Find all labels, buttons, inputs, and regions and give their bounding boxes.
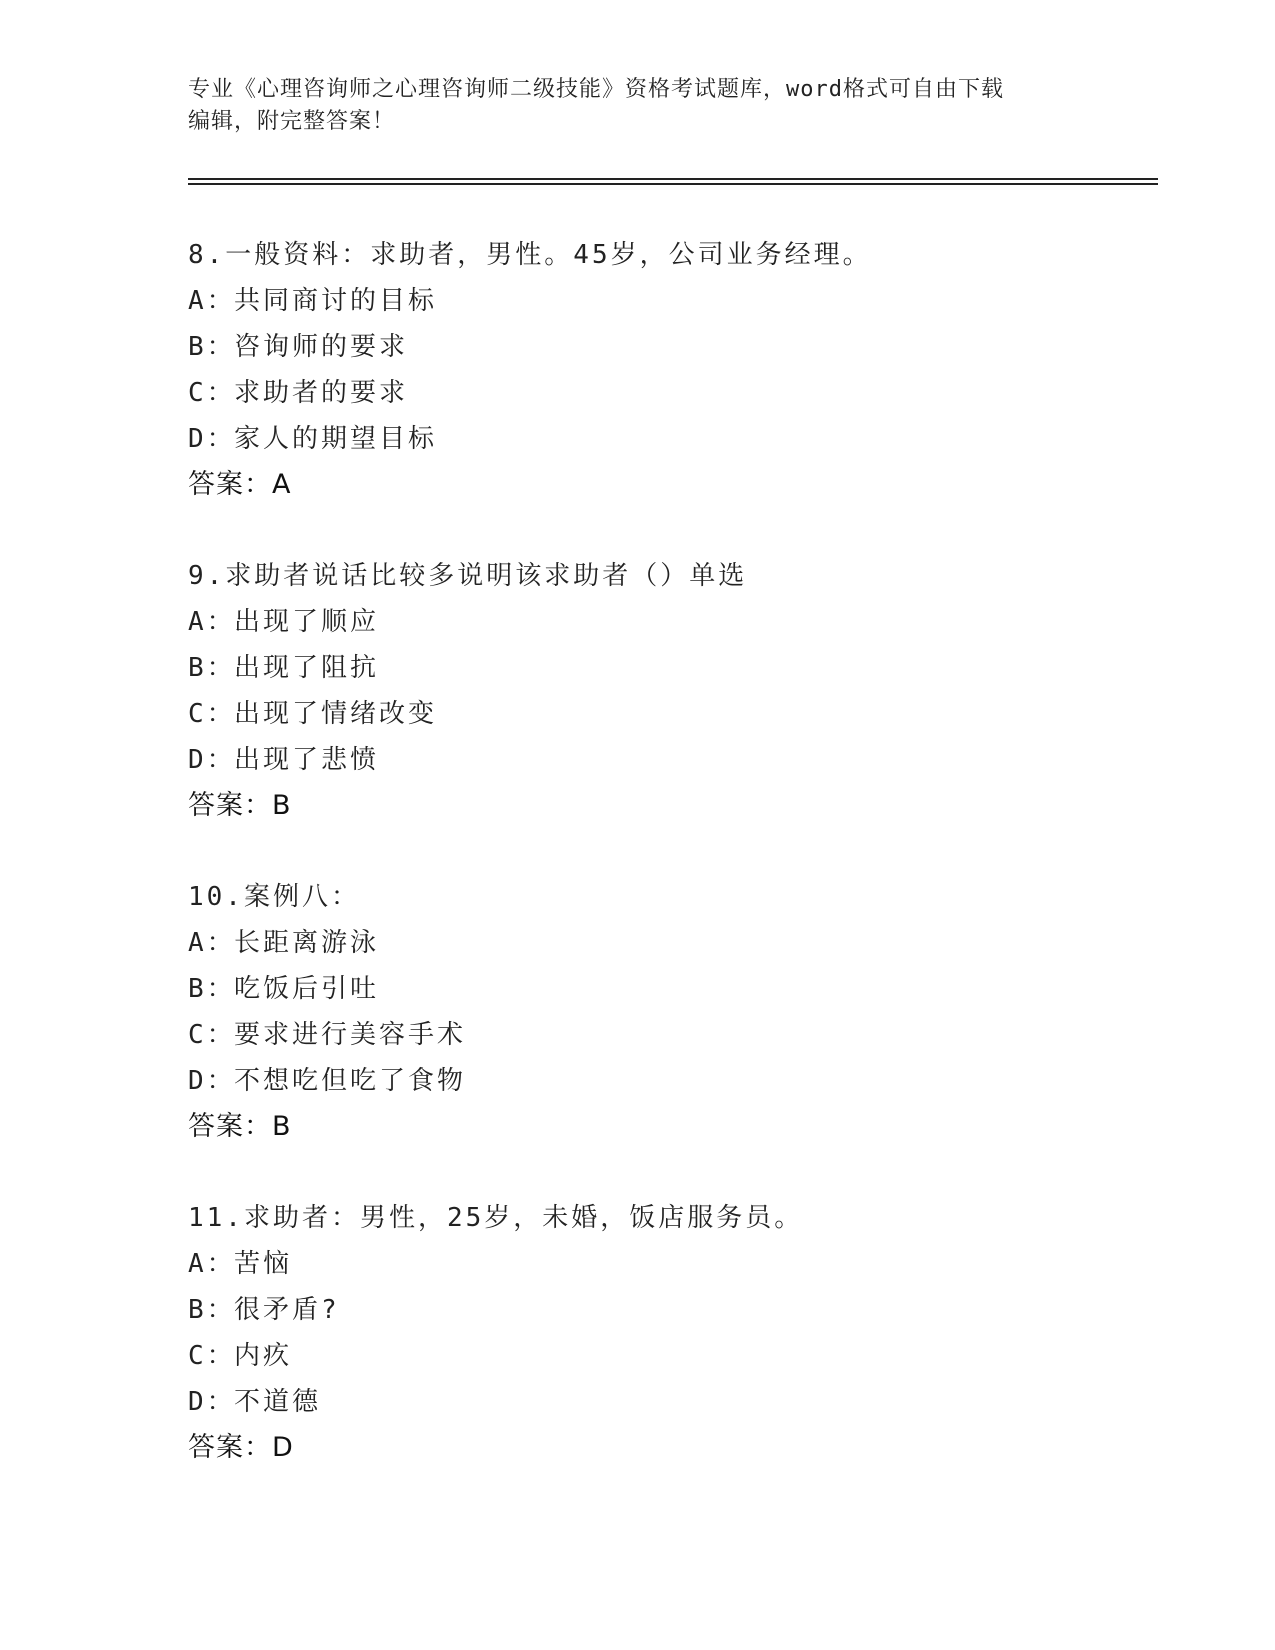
question-9: [188, 553, 1148, 829]
option-letter: D：: [188, 1066, 236, 1096]
option-b: [188, 1287, 1148, 1333]
option-d: [188, 1379, 1148, 1425]
option-c: [188, 691, 1148, 737]
option-b: [188, 966, 1148, 1012]
option-letter: B：: [188, 1295, 236, 1325]
header-line-2: 编辑，附完整答案！: [188, 109, 396, 134]
question-11: [188, 1195, 1148, 1471]
answer-line: 答案：B: [188, 1111, 292, 1142]
header-divider-bottom: [188, 183, 1158, 185]
question-10: [188, 874, 1148, 1150]
option-text: 吃饭后引吐: [234, 974, 380, 1004]
option-c: [188, 1333, 1148, 1379]
answer-line: 答案：B: [188, 790, 292, 821]
option-text: 很矛盾?: [234, 1295, 340, 1325]
option-letter: A：: [188, 928, 236, 958]
option-text: 出现了阻抗: [234, 653, 380, 683]
question-8: [188, 232, 1148, 508]
option-text: 长距离游泳: [234, 928, 380, 958]
option-b: [188, 645, 1148, 691]
option-letter: B：: [188, 653, 236, 683]
answer-line: 答案：D: [188, 1432, 294, 1463]
option-text: 要求进行美容手术: [234, 1020, 467, 1050]
option-text: 不道德: [234, 1387, 322, 1417]
header-line-1: 专业《心理咨询师之心理咨询师二级技能》资格考试题库，word格式可自由下载: [188, 77, 1004, 102]
option-text: 苦恼: [234, 1249, 293, 1279]
option-text: 出现了悲愤: [234, 745, 380, 775]
option-text: 出现了顺应: [234, 607, 380, 637]
question-stem: 11.求助者：男性，25岁，未婚，饭店服务员。: [188, 1203, 804, 1233]
option-c: [188, 1012, 1148, 1058]
question-list: [188, 232, 1148, 1516]
option-letter: A：: [188, 1249, 236, 1279]
option-d: [188, 737, 1148, 783]
option-text: 共同商讨的目标: [234, 286, 438, 316]
option-text: 咨询师的要求: [234, 332, 409, 362]
option-letter: B：: [188, 974, 236, 1004]
option-letter: A：: [188, 286, 236, 316]
option-letter: A：: [188, 607, 236, 637]
option-text: 不想吃但吃了食物: [234, 1066, 467, 1096]
option-letter: D：: [188, 424, 236, 454]
option-letter: C：: [188, 1341, 236, 1371]
option-a: [188, 278, 1148, 324]
option-letter: C：: [188, 378, 236, 408]
option-letter: B：: [188, 332, 236, 362]
option-a: [188, 599, 1148, 645]
question-stem: 8.一般资料：求助者，男性。45岁，公司业务经理。: [188, 240, 872, 270]
option-letter: D：: [188, 1387, 236, 1417]
option-a: [188, 1241, 1148, 1287]
option-b: [188, 324, 1148, 370]
answer-line: 答案：A: [188, 469, 292, 500]
header-divider-top: [188, 178, 1158, 180]
option-letter: C：: [188, 1020, 236, 1050]
document-header: [188, 74, 1068, 138]
question-stem: 9.求助者说话比较多说明该求助者（）单选: [188, 561, 748, 591]
option-text: 求助者的要求: [234, 378, 409, 408]
option-a: [188, 920, 1148, 966]
option-d: [188, 1058, 1148, 1104]
option-c: [188, 370, 1148, 416]
option-letter: D：: [188, 745, 236, 775]
option-text: 内疚: [234, 1341, 293, 1371]
option-text: 出现了情绪改变: [234, 699, 438, 729]
question-stem: 10.案例八：: [188, 882, 360, 912]
option-d: [188, 416, 1148, 462]
option-text: 家人的期望目标: [234, 424, 438, 454]
option-letter: C：: [188, 699, 236, 729]
